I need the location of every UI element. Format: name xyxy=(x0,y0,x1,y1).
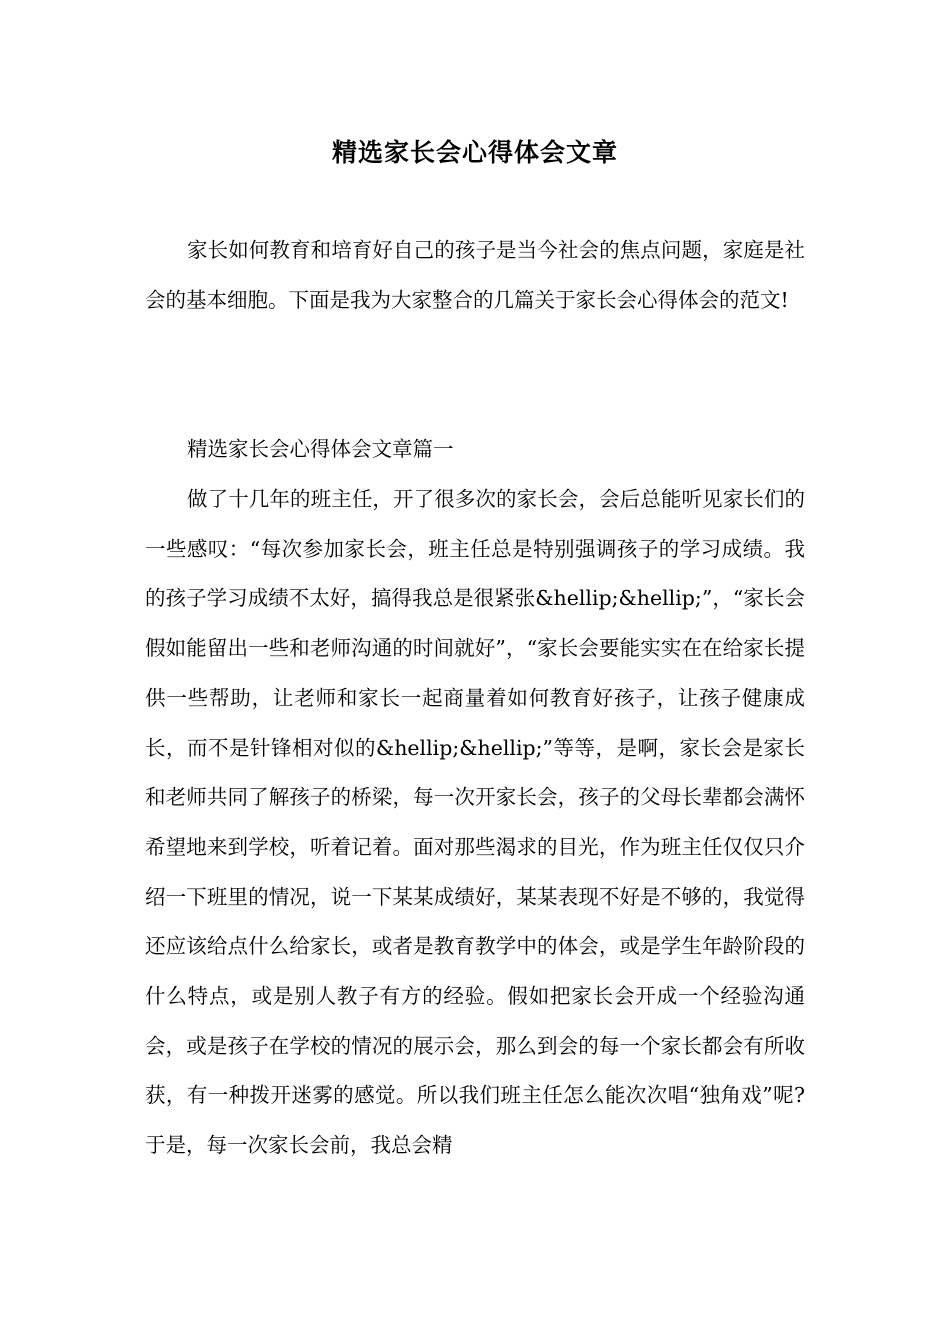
document-title: 精选家长会心得体会文章 xyxy=(331,138,618,167)
section-heading: 精选家长会心得体会文章篇一 xyxy=(187,437,454,461)
body-paragraph: 做了十几年的班主任，开了很多次的家长会，会后总能听见家长们的一些感叹：“每次参加家长会，班主任总是特别强调孩子的学习成绩。我的孩子学习成绩不太好，搞得我总是很紧张&hellip;&hellip;”，“家长会假如能留出一些和老师沟通的时间就好”，“家长会要能实实在在给家长提供一些帮助，让老师和家长一起商量着如何教育好孩子，让孩子健康成长，而不是针锋相对似的&hellip;&hellip;”等等，是啊，家长会是家长和老师共同了解孩子的桥梁，每一次开家长会，孩子的父母长辈都会满怀希望地来到学校，听着记着。面对那些渴求的目光，作为班主任仅仅只介绍一下班里的情况，说一下某某成绩好，某某表现不好是不够的，我觉得还应该给点什么给家长，或者是教育教学中的体会，或是学生年龄阶段的什么特点，或是别人教子有方的经验。假如把家长会开成一个经验沟通会，或是孩子在学校的情况的展示会，那么到会的每一个家长都会有所收获，有一种拨开迷雾的感觉。所以我们班主任怎么能次次唱“独角戏”呢?于是，每一次家长会前，我总会精 xyxy=(145,487,805,1158)
intro-paragraph: 家长如何教育和培育好自己的孩子是当今社会的焦点问题，家庭是社会的基本细胞。下面是我为大家整合的几篇关于家长会心得体会的范文! xyxy=(145,238,805,312)
